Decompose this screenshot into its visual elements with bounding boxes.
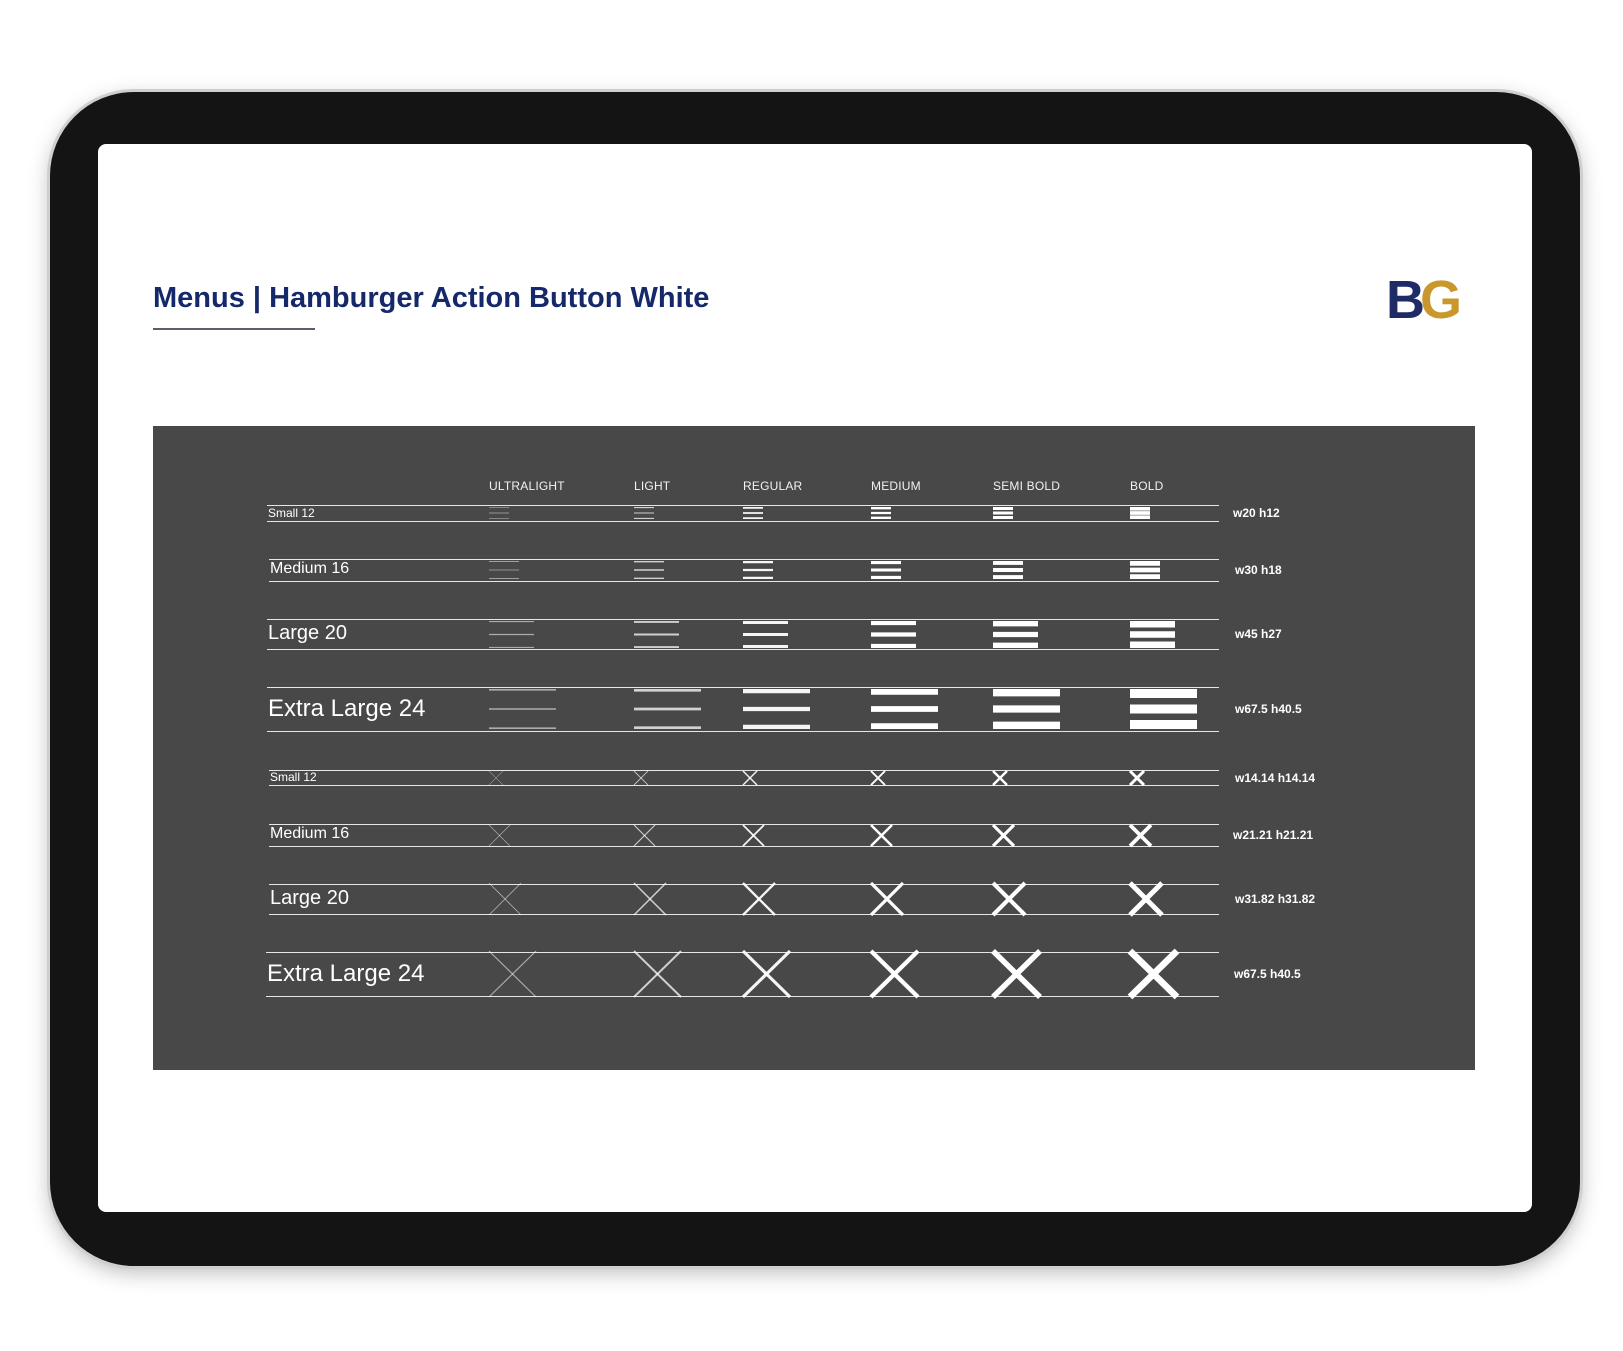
close-icon[interactable]: [634, 883, 666, 915]
size-label: Extra Large 24: [268, 694, 426, 722]
dimension-label: w14.14 h14.14: [1235, 770, 1316, 785]
hamburger-icon[interactable]: [1130, 621, 1175, 648]
hamburger-icon[interactable]: [871, 621, 916, 648]
logo-letter-g: G: [1420, 272, 1463, 324]
close-icon[interactable]: [871, 883, 903, 915]
size-label: Large 20: [270, 887, 349, 909]
hamburger-icon[interactable]: [1130, 507, 1150, 519]
weight-header-medium: MEDIUM: [871, 479, 921, 493]
hamburger-icon[interactable]: [634, 507, 654, 519]
dimension-label: w20 h12: [1233, 506, 1280, 520]
close-icon[interactable]: [743, 825, 764, 846]
dimension-label: w67.5 h40.5: [1235, 702, 1302, 716]
dimension-label: w21.21 h21.21: [1233, 828, 1314, 842]
hamburger-icon[interactable]: [489, 507, 509, 519]
close-icon[interactable]: [743, 951, 790, 997]
hamburger-icon[interactable]: [993, 621, 1038, 648]
close-icon[interactable]: [871, 825, 892, 846]
hamburger-icon[interactable]: [871, 507, 891, 519]
row-bottom-rule: [267, 521, 1219, 522]
weight-header-semi-bold: SEMI BOLD: [993, 479, 1061, 493]
close-icon[interactable]: [1130, 883, 1162, 915]
row-top-rule: [267, 505, 1219, 506]
page-title: Menus | Hamburger Action Button White: [153, 282, 710, 314]
hamburger-icon[interactable]: [1130, 561, 1160, 579]
size-label: Medium 16: [270, 560, 350, 578]
dimension-label: w31.82 h31.82: [1235, 892, 1316, 906]
close-icon[interactable]: [743, 883, 775, 915]
hamburger-icon[interactable]: [871, 561, 901, 579]
size-label: Extra Large 24: [267, 959, 425, 987]
hamburger-icon[interactable]: [743, 621, 788, 648]
hamburger-icon[interactable]: [1130, 689, 1197, 729]
hamburger-icon[interactable]: [634, 689, 701, 729]
hamburger-icon[interactable]: [993, 507, 1013, 519]
size-label: Large 20: [268, 622, 347, 644]
bg-logo: [1386, 272, 1466, 324]
close-icon[interactable]: [871, 951, 918, 997]
icon-specimen-panel: [153, 426, 1475, 1070]
close-icon[interactable]: [489, 825, 510, 846]
close-icon[interactable]: [489, 951, 536, 997]
tablet-screen: [98, 144, 1532, 1212]
row-bottom-rule: [269, 581, 1219, 582]
logo-letter-b: B: [1386, 272, 1425, 324]
title-underline: [153, 328, 315, 330]
close-icon[interactable]: [489, 771, 503, 785]
hamburger-icon[interactable]: [871, 689, 938, 729]
dimension-label: w45 h27: [1235, 627, 1282, 641]
dimension-label: w30 h18: [1235, 563, 1282, 577]
tablet-frame: [50, 92, 1580, 1266]
close-icon[interactable]: [993, 951, 1040, 997]
hamburger-icon[interactable]: [743, 561, 773, 579]
row-bottom-rule: [267, 731, 1219, 732]
dimension-label: w67.5 h40.5: [1234, 967, 1301, 981]
close-icon[interactable]: [993, 883, 1025, 915]
row-top-rule: [267, 687, 1219, 688]
size-label: Small 12: [268, 505, 315, 520]
close-icon[interactable]: [1130, 951, 1177, 997]
row-bottom-rule: [267, 649, 1219, 650]
hamburger-icon[interactable]: [489, 561, 519, 579]
size-label: Medium 16: [270, 825, 350, 843]
row-bottom-rule: [269, 846, 1219, 847]
hamburger-icon[interactable]: [634, 561, 664, 579]
close-icon[interactable]: [634, 825, 655, 846]
size-label: Small 12: [270, 770, 317, 785]
close-icon[interactable]: [489, 883, 521, 915]
close-icon[interactable]: [743, 771, 757, 785]
hamburger-icon[interactable]: [993, 561, 1023, 579]
row-bottom-rule: [269, 785, 1219, 786]
close-icon[interactable]: [871, 771, 885, 785]
hamburger-icon[interactable]: [489, 621, 534, 648]
close-icon[interactable]: [1130, 825, 1151, 846]
weight-header-regular: REGULAR: [743, 479, 803, 493]
hamburger-icon[interactable]: [993, 689, 1060, 729]
weight-header-bold: BOLD: [1130, 479, 1164, 493]
hamburger-icon[interactable]: [489, 689, 556, 729]
close-icon[interactable]: [993, 825, 1014, 846]
weight-header-ultralight: ULTRALIGHT: [489, 479, 565, 493]
hamburger-icon[interactable]: [743, 689, 810, 729]
row-top-rule: [269, 559, 1219, 560]
close-icon[interactable]: [634, 951, 681, 997]
hamburger-icon[interactable]: [634, 621, 679, 648]
weight-header-light: LIGHT: [634, 479, 671, 493]
close-icon[interactable]: [1130, 771, 1144, 785]
close-icon[interactable]: [993, 771, 1007, 785]
close-icon[interactable]: [634, 771, 648, 785]
hamburger-icon[interactable]: [743, 507, 763, 519]
